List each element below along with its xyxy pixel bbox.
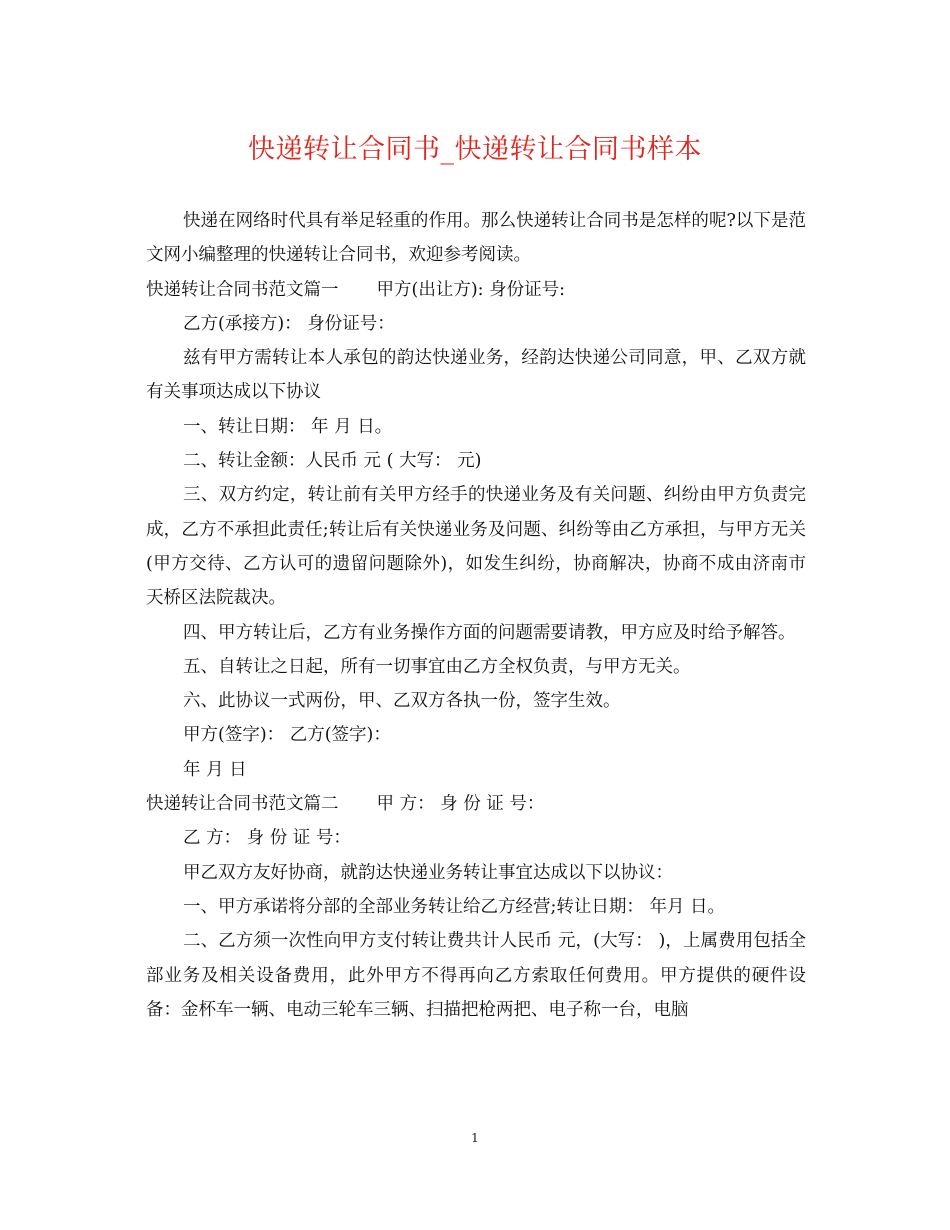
paragraph-party-b: 乙方(承接方)： 身份证号： [183, 313, 395, 334]
paragraph-section-two-party-b: 乙 方： 身 份 证 号： [183, 828, 351, 849]
paragraph-clause-1: 一、转让日期： 年 月 日。 [183, 416, 393, 437]
paragraph-section-two-clause-2: 二、乙方须一次性向甲方支付转让费共计人民币 元，(大写： )，上属费用包括全部业务及相关设备费用，此外甲方不得再向乙方索取任何费用。甲方提供的硬件设备：金杯车一辆、电动三轮车三辆、扫描把枪两把、电子称一台，电脑 [146, 931, 806, 1020]
paragraph-section-two-heading [146, 787, 806, 821]
section-one-heading: 快递转让合同书范文篇一 [146, 279, 339, 300]
paragraph-section-two-clause-1: 一、甲方承诺将分部的全部业务转让给乙方经营;转让日期： 年月 日。 [183, 896, 726, 917]
paragraph-clause-6: 六、此协议一式两份，甲、乙双方各执一份，签字生效。 [183, 691, 621, 712]
paragraph-preamble: 兹有甲方需转让本人承包的韵达快递业务，经韵达快递公司同意，甲、乙双方就有关事项达成以下协议 [146, 348, 806, 403]
document-body [146, 204, 806, 1027]
paragraph-intro: 快递在网络时代具有举足轻重的作用。那么快递转让合同书是怎样的呢?以下是范文网小编整理的快递转让合同书，欢迎参考阅读。 [146, 211, 806, 266]
paragraph-date: 年 月 日 [183, 759, 247, 780]
paragraph-clause-4: 四、甲方转让后，乙方有业务操作方面的问题需要请教，甲方应及时给予解答。 [183, 622, 796, 643]
section-one-party-a: 甲方(出让方): 身份证号: [376, 279, 566, 300]
section-two-party-a: 甲 方： 身 份 证 号： [376, 794, 545, 815]
document-title: 快递转让合同书_快递转让合同书样本 [248, 134, 702, 165]
paragraph-section-one-heading [146, 273, 806, 307]
paragraph-clause-2: 二、转让金额：人民币 元 ( 大写： 元) [183, 451, 482, 472]
page-number: 1 [471, 1131, 479, 1145]
section-two-heading: 快递转让合同书范文篇二 [146, 794, 339, 815]
paragraph-clause-3: 三、双方约定，转让前有关甲方经手的快递业务及有关问题、纠纷由甲方负责完成，乙方不承担此责任;转让后有关快递业务及问题、纠纷等由乙方承担，与甲方无关(甲方交待、乙方认可的遗留问题除外)，如发生纠纷，协商解决，协商不成由济南市天桥区法院裁决。 [146, 485, 806, 609]
paragraph-clause-5: 五、自转让之日起，所有一切事宜由乙方全权负责，与甲方无关。 [183, 656, 691, 677]
paragraph-signatures: 甲方(签字)： 乙方(签字)： [183, 725, 391, 746]
paragraph-section-two-preamble: 甲乙双方友好协商，就韵达快递业务转让事宜达成以下以协议： [183, 862, 673, 883]
